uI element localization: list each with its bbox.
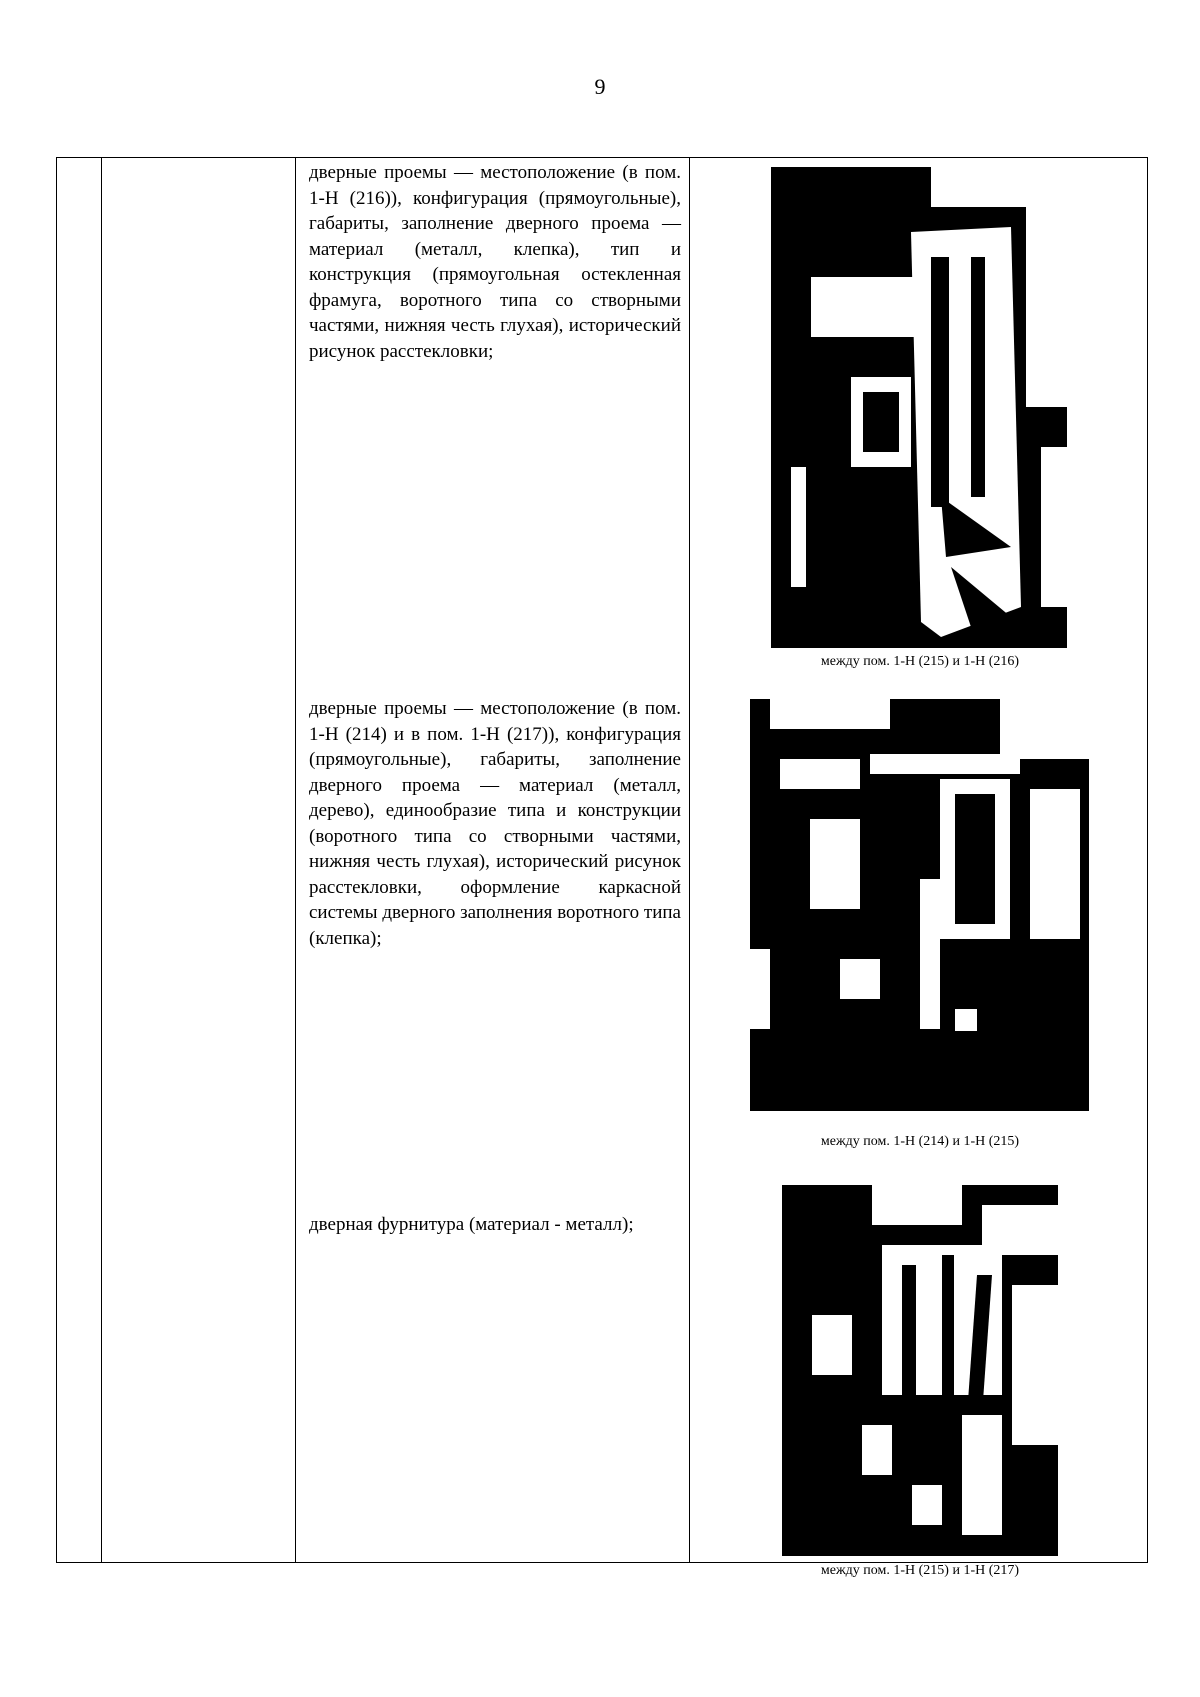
- row-2-photo: [750, 699, 1089, 1111]
- column-divider: [295, 158, 296, 1562]
- row-2-description: дверные проемы — местоположение (в пом. 1-Н (214) и в пом. 1-Н (217)), конфигурация (прямоугольные), габариты, заполнение дверного проема — материал (металл, дерево), единообразие типа и конструкции (воротного типа со створными частями, нижняя честь глухая), исторический рисунок расстекловки, оформление каркасной системы дверного заполнения воротного типа (клепка);: [309, 698, 681, 949]
- column-divider: [689, 158, 690, 1562]
- row-3-photo: [782, 1185, 1058, 1556]
- row-1-description: дверные проемы — местоположение (в пом. 1-Н (216)), конфигурация (прямоугольные), габариты, заполнение дверного проема — материал (металл, клепка), тип и конструкция (прямоугольная остекленная фрамуга, воротного типа со створными частями, нижняя честь глухая), исторический рисунок расстекловки;: [309, 162, 681, 362]
- column-divider: [101, 158, 102, 1562]
- row-1-photo-caption: между пом. 1-Н (215) и 1-Н (216): [820, 654, 1020, 669]
- page-number: 9: [594, 74, 606, 99]
- row-3-description: дверная фурнитура (материал - металл);: [309, 1214, 634, 1235]
- row-2-photo-caption: между пом. 1-Н (214) и 1-Н (215): [820, 1134, 1020, 1149]
- row-1-photo: [771, 167, 1067, 648]
- row-3-photo-caption: между пом. 1-Н (215) и 1-Н (217): [820, 1563, 1020, 1578]
